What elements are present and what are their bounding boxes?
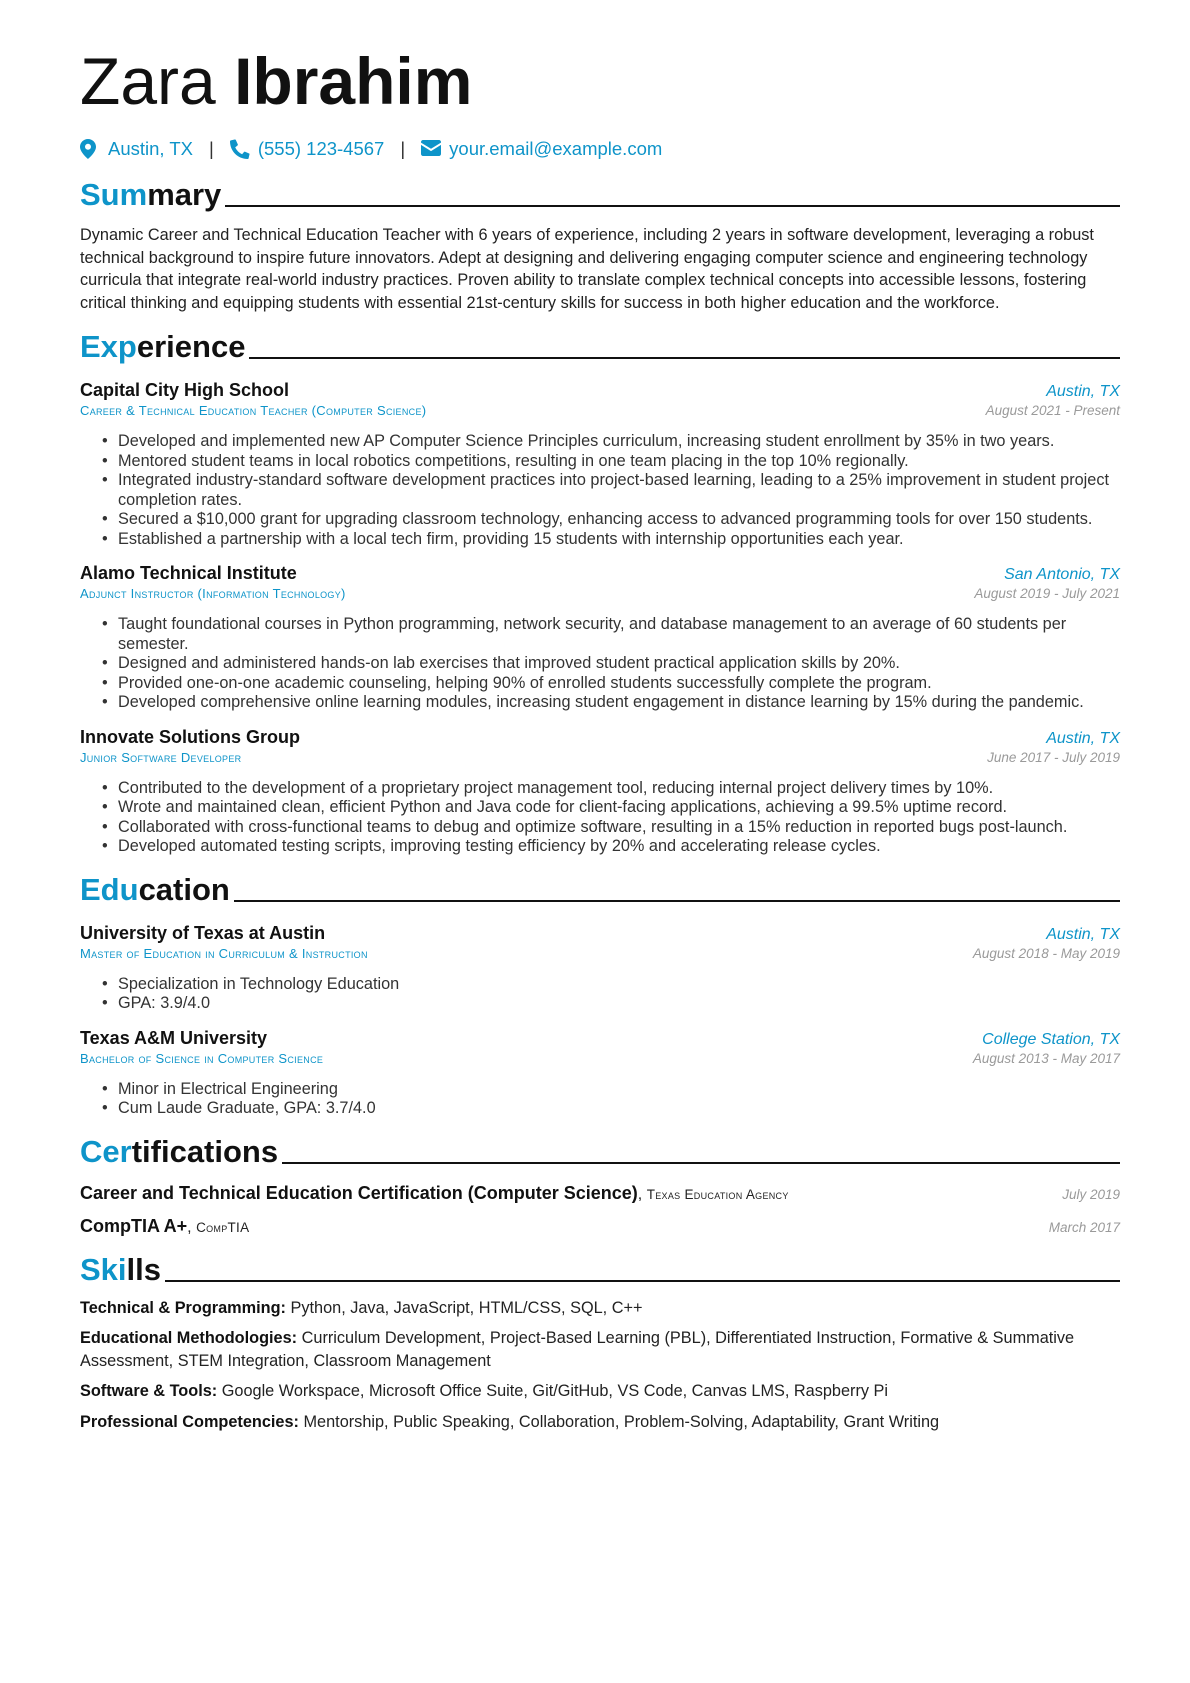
bullet-item: • Wrote and maintained clean, efficient Python and Java code for client-facing applications, achieving a 99.5% uptime record. <box>118 798 1120 818</box>
certification-item: Career and Technical Education Certification (Computer Science), Texas Education Agency July 2019 <box>80 1182 1120 1203</box>
email-link[interactable]: your.email@example.com <box>449 138 663 159</box>
skill-value: Curriculum Development, Project-Based Learning (PBL), Differentiated Instruction, Formative & Summative Assessment, STEM Integration, Classroom Management <box>80 1329 1075 1370</box>
certification-date: March 2017 <box>1048 1219 1120 1235</box>
bullet-item: • Mentored student teams in local robotics competitions, resulting in one team placing in the top 10% regionally. <box>118 452 1120 472</box>
contact-phone[interactable] <box>230 138 385 160</box>
map-marker-icon <box>80 139 98 159</box>
experience-entry <box>80 563 1120 713</box>
bullet-item: • Developed automated testing scripts, improving testing efficiency by 20% and accelerating release cycles. <box>118 837 1120 857</box>
bullet-item: • Established a partnership with a local tech firm, providing 15 students with internship opportunities each year. <box>118 530 1120 550</box>
entry-bullets <box>80 615 1120 713</box>
bullet-item: • GPA: 3.9/4.0 <box>118 994 1120 1014</box>
summary-text: Dynamic Career and Technical Education Teacher with 6 years of experience, including 2 years in software development, leveraging a robust technical background to inspire future innovators. Adept at designing and delivering engaging computer science and engineering technology curricula that integrate real-world industry practices. Proven ability to translate complex technical concepts into accessible lessons, fostering critical thinking and equipping students with essential 21st-century skills for success in both higher education and the workforce. <box>80 226 1094 312</box>
section-rule <box>249 357 1120 359</box>
skill-label: Educational Methodologies: <box>80 1329 298 1347</box>
candidate-name <box>80 40 1120 122</box>
certification-name: Career and Technical Education Certification (Computer Science) <box>80 1182 638 1203</box>
heading-accent: Edu <box>80 871 139 907</box>
certification-issuer: Texas Education Agency <box>646 1186 789 1202</box>
bullet-item: • Cum Laude Graduate, GPA: 3.7/4.0 <box>118 1099 1120 1119</box>
bullet-item: • Specialization in Technology Education <box>118 975 1120 995</box>
entry-role: Junior Software Developer <box>80 749 242 765</box>
contact-separator: | <box>400 138 406 159</box>
contact-email[interactable] <box>421 138 662 160</box>
skill-label: Professional Competencies: <box>80 1412 299 1431</box>
entry-role: Bachelor of Science in Computer Science <box>80 1050 324 1066</box>
entry-dates: August 2021 - Present <box>985 403 1120 418</box>
entry-location: College Station, TX <box>982 1030 1120 1048</box>
entry-bullets <box>80 1080 1120 1119</box>
entry-organization: Texas A&M University <box>80 1027 268 1048</box>
phone-icon <box>230 139 248 159</box>
bullet-item: • Minor in Electrical Engineering <box>118 1080 1120 1100</box>
section-heading-certifications <box>80 1131 1120 1171</box>
experience-entry <box>80 380 1120 549</box>
skill-value: Mentorship, Public Speaking, Collaboration, Problem-Solving, Adaptability, Grant Writing <box>303 1412 940 1431</box>
entry-dates: August 2013 - May 2017 <box>972 1050 1120 1066</box>
education-entry <box>80 1028 1120 1119</box>
skill-value: Python, Java, JavaScript, HTML/CSS, SQL, C++ <box>290 1298 643 1317</box>
skill-row <box>80 1297 1120 1320</box>
bullet-item: • Contributed to the development of a proprietary project management tool, reducing internal project delivery times by 10%. <box>118 779 1120 799</box>
certification-item: CompTIA A+, CompTIA March 2017 <box>80 1215 1120 1236</box>
contact-line <box>80 136 1120 162</box>
bullet-item: • Designed and administered hands-on lab exercises that improved student practical application skills by 20%. <box>118 654 1120 674</box>
heading-rest: mary <box>147 177 222 212</box>
heading-accent: Cer <box>80 1133 132 1169</box>
entry-dates: June 2017 - July 2019 <box>987 749 1120 765</box>
entry-role: Career & Technical Education Teacher (Computer Science) <box>80 403 427 418</box>
heading-accent: Sum <box>80 177 148 212</box>
entry-location: San Antonio, TX <box>1004 566 1120 583</box>
entry-dates: August 2019 - July 2021 <box>974 586 1120 601</box>
bullet-item: • Secured a $10,000 grant for upgrading classroom technology, enhancing access to advanced programming tools for over 150 students. <box>118 510 1120 530</box>
bullet-item: • Developed and implemented new AP Computer Science Principles curriculum, increasing student enrollment by 35% in two years. <box>118 432 1120 452</box>
entry-organization: Capital City High School <box>80 380 290 400</box>
location-text: Austin, TX <box>108 138 194 159</box>
certification-issuer: CompTIA <box>196 1219 250 1235</box>
entry-dates: August 2018 - May 2019 <box>972 945 1120 961</box>
entry-location: Austin, TX <box>1046 729 1120 747</box>
entry-organization: Alamo Technical Institute <box>80 563 297 583</box>
resume-page <box>80 40 1120 1433</box>
skill-row <box>80 1327 1120 1372</box>
certification-date: July 2019 <box>1062 1186 1120 1202</box>
first-name: Zara <box>80 44 216 118</box>
envelope-icon <box>421 139 439 159</box>
entry-location: Austin, TX <box>1046 383 1120 400</box>
entry-role: Adjunct Instructor (Information Technology) <box>80 586 346 601</box>
experience-entry <box>80 727 1120 857</box>
bullet-item: • Provided one-on-one academic counseling, helping 90% of enrolled students successfully complete the program. <box>118 674 1120 694</box>
bullet-item: • Developed comprehensive online learning modules, increasing student engagement in distance learning by 15% during the pandemic. <box>118 693 1120 713</box>
entry-role: Master of Education in Curriculum & Instruction <box>80 945 368 961</box>
entry-organization: Innovate Solutions Group <box>80 726 300 747</box>
skill-row <box>80 1380 1120 1403</box>
entry-bullets <box>80 975 1120 1014</box>
section-heading-experience <box>80 326 1120 366</box>
section-rule <box>282 1162 1120 1164</box>
section-heading-education <box>80 869 1120 909</box>
skill-row <box>80 1411 1120 1434</box>
heading-accent: Ski <box>80 1251 127 1287</box>
section-rule <box>165 1280 1120 1282</box>
entry-bullets <box>80 432 1120 549</box>
heading-rest: cation <box>138 871 230 907</box>
skill-label: Technical & Programming: <box>80 1298 286 1317</box>
education-entry <box>80 923 1120 1014</box>
last-name: Ibrahim <box>234 44 473 118</box>
section-rule <box>225 205 1120 207</box>
phone-text: (555) 123-4567 <box>257 138 385 159</box>
heading-rest: erience <box>136 329 246 364</box>
skill-label: Software & Tools: <box>80 1382 218 1400</box>
skill-value: Google Workspace, Microsoft Office Suite, Git/GitHub, VS Code, Canvas LMS, Raspberry Pi <box>221 1382 889 1400</box>
entry-bullets <box>80 779 1120 857</box>
bullet-item: • Integrated industry-standard software development practices into project-based learning, leading to a 25% improvement in student project completion rates. <box>118 471 1120 510</box>
entry-location: Austin, TX <box>1046 925 1120 943</box>
section-heading-summary <box>80 174 1120 214</box>
contact-location <box>80 138 193 160</box>
section-heading-skills <box>80 1249 1120 1289</box>
contact-separator: | <box>209 138 214 159</box>
bullet-item: • Collaborated with cross-functional teams to debug and optimize software, resulting in a 15% reduction in reported bugs post-launch. <box>118 818 1120 838</box>
heading-accent: Exp <box>80 329 137 364</box>
heading-rest: tifications <box>131 1133 279 1169</box>
section-rule <box>234 900 1120 902</box>
entry-organization: University of Texas at Austin <box>80 922 326 943</box>
bullet-item: • Taught foundational courses in Python programming, network security, and database management to an average of 60 students per semester. <box>118 615 1120 654</box>
heading-rest: lls <box>126 1251 161 1287</box>
certification-name: CompTIA A+ <box>80 1215 188 1236</box>
